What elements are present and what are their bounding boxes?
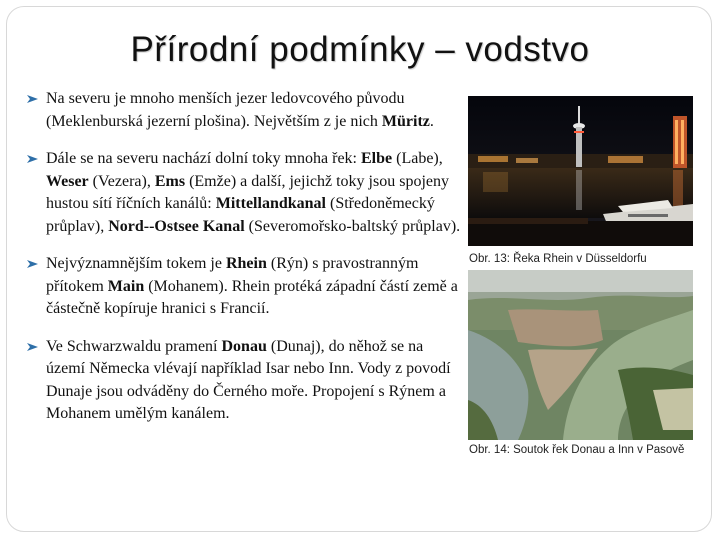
- bullet-marker-icon: [26, 259, 39, 269]
- bullet-run: (Mohanem). Rhein protéká západní částí země a částečně kopíruje hranici s Francií.: [46, 277, 458, 317]
- bullet-run: Main: [107, 277, 145, 295]
- bullet-item: [26, 253, 462, 321]
- bullet-run: (Rýn) s pravostranným přítokem: [46, 255, 419, 295]
- slide-title: Přírodní podmínky – vodstvo: [130, 30, 590, 69]
- donau-inn-passau-photo: [468, 270, 693, 440]
- bullet-run: Nord--Ostsee Kanal: [108, 217, 245, 235]
- bullet-run: Donau: [221, 337, 267, 355]
- bullet-run: Weser: [46, 172, 89, 190]
- bullet-run: (Labe),: [392, 150, 443, 167]
- bullet-run: (Vezera),: [88, 172, 155, 190]
- bullet-list: [26, 88, 462, 441]
- bullet-run: (Dunaj), do něhož se na území Německa vlévají například Isar nebo Inn. Vody z povodí Dunaje jsou odváděny do Černého moře. Propojení s Rýnem a Mohanem umělým kanálem.: [46, 337, 451, 422]
- bullet-item: [26, 88, 462, 133]
- bullet-run: Dále se na severu nachází dolní toky mnoha řek:: [46, 150, 361, 167]
- bullet-run: (Severomořsko-baltský průplav).: [244, 217, 461, 235]
- bullet-run: Ve Schwarzwaldu pramení: [46, 337, 222, 355]
- rhein-dusseldorf-photo: [468, 96, 693, 246]
- bullet-run: Ems: [154, 172, 186, 190]
- bullet-item: [26, 336, 462, 426]
- bullet-run: (Emže) a další, jejichž toky jsou spojeny hustou sítí říčních kanálů:: [46, 172, 449, 212]
- bullet-run: Rhein: [225, 255, 267, 272]
- bullet-marker-icon: [26, 94, 39, 104]
- bullet-run: Elbe: [361, 150, 393, 167]
- bullet-item: [26, 148, 462, 238]
- figure-13-caption: Obr. 13: Řeka Rhein v Düsseldorfu: [469, 253, 647, 265]
- bullet-marker-icon: [26, 154, 39, 164]
- bullet-run: Nejvýznamnějším tokem je: [46, 255, 226, 272]
- figure-14-caption: Obr. 14: Soutok řek Donau a Inn v Pasově: [469, 444, 685, 456]
- bullet-run: (Středoněmecký průplav),: [46, 195, 435, 235]
- bullet-run: .: [429, 112, 434, 130]
- bullet-marker-icon: [26, 342, 39, 352]
- bullet-run: Mittellandkanal: [215, 195, 326, 212]
- bullet-run: Na severu je mnoho menších jezer ledovcového původu (Meklenburská jezerní plošina). Největším z je nich: [46, 90, 405, 130]
- bullet-run: Müritz: [381, 112, 430, 130]
